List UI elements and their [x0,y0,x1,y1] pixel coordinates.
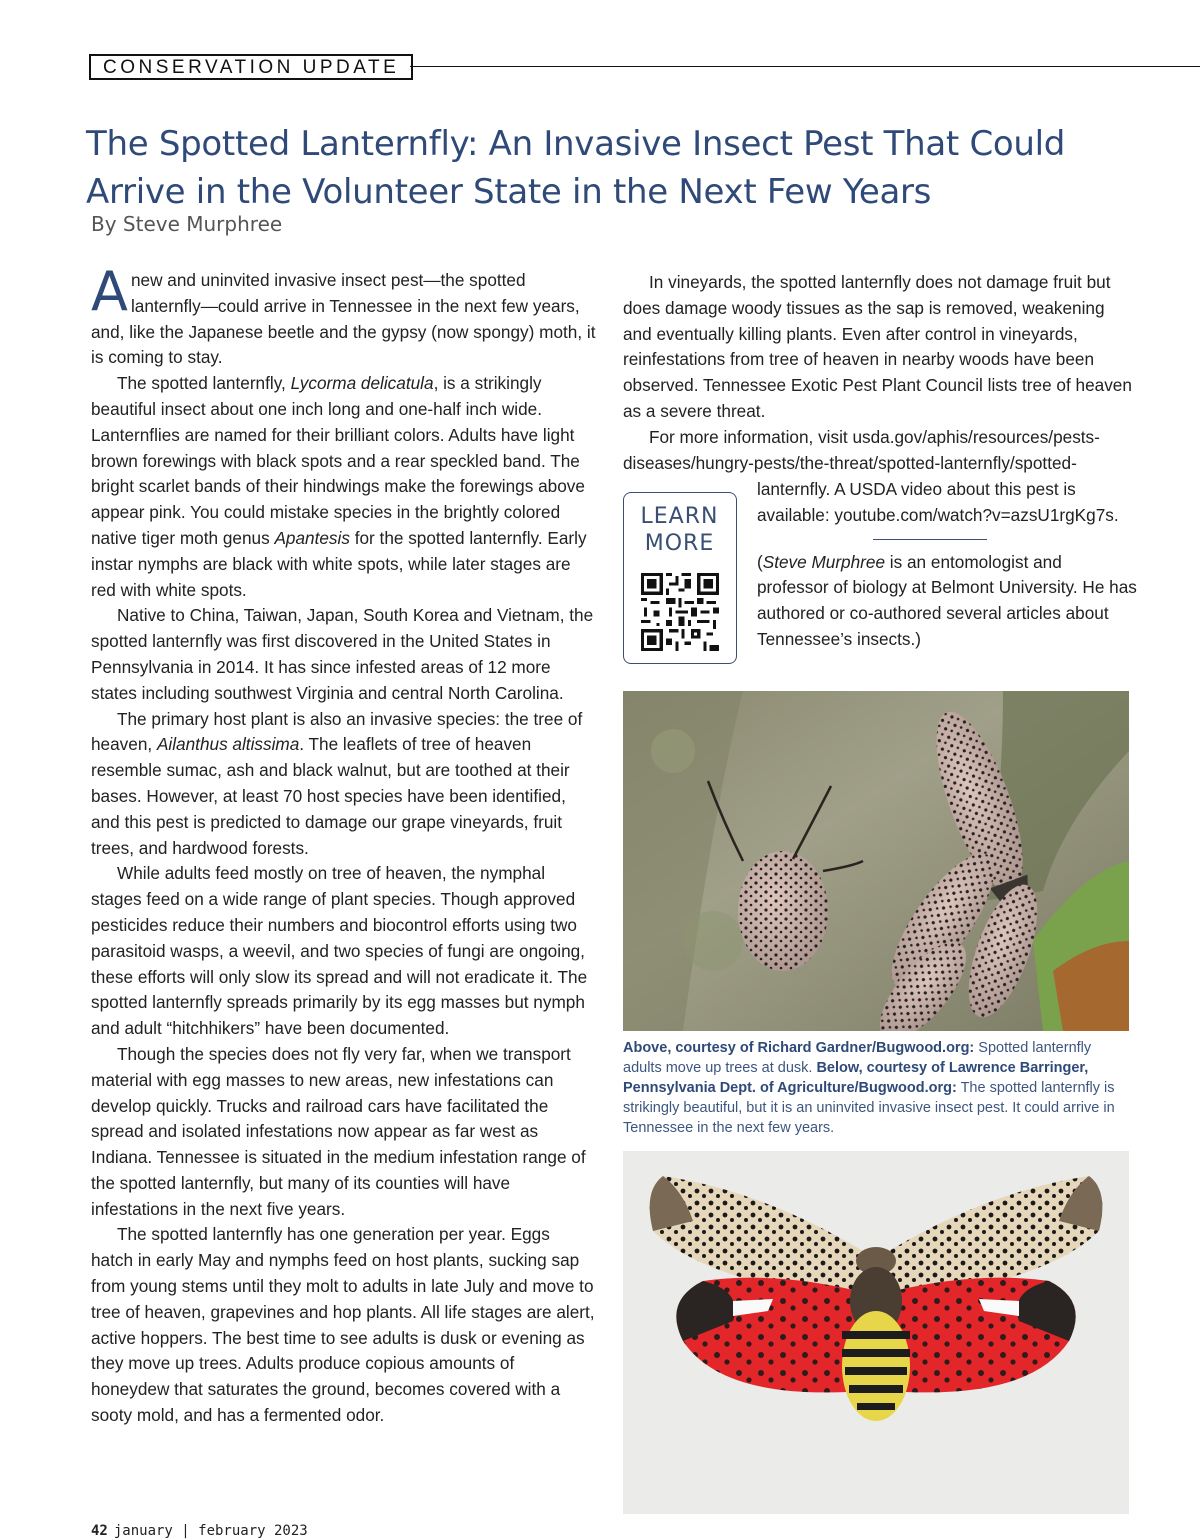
author-bio [757,550,1137,653]
below-caption: The spotted lanternfly is strikingly beautiful, but it is an uninvited invasive insect pest. It could arrive in Tennessee in the next few years. [623,1080,1115,1136]
left-column [91,260,596,1429]
paragraph-7: The spotted lanternfly has one generation per year. Eggs hatch in early May and nymphs feed on host plants, sucking sap from young stems until they molt to adults in late July and move to tree of heaven, grapevines and hop plants. All life stages are alert, active hoppers. The best time to see adults is dusk or evening as they move up trees. Adults produce copious amounts of honeydew that saturates the ground, becomes covered with a sooty mold, and has a fermented odor. [91,1224,595,1426]
paragraph-text: The spotted lanternfly, [117,373,291,394]
genus-name: Apantesis [274,527,350,548]
paragraph-4 [91,707,596,862]
page-footer [91,1523,308,1539]
qr-code-icon[interactable] [641,573,719,651]
learn-more-line1: LEARN [640,504,719,529]
byline: By Steve Murphree [91,212,283,236]
species-name: Ailanthus altissima [156,734,300,755]
learn-more-line2: MORE [644,531,715,556]
right-column [623,270,1133,476]
paragraph-text: new and uninvited invasive insect pest—the spotted lanternfly—could arrive in Tennessee in the next few years, and, like the Japanese beetle and the gypsy (now spongy) moth, it is coming to stay. [91,270,596,368]
paragraph-2 [91,371,596,603]
learn-more-box[interactable] [623,492,737,664]
learn-more-label [624,503,735,557]
paragraph-3: Native to China, Taiwan, Japan, South Korea and Vietnam, the spotted lanternfly was first discovered in the United States in Pennsylvania in 2014. It has since infested areas of 12 more states including southwest Virginia and central North Carolina. [91,605,594,703]
learn-more-text [757,477,1137,653]
bio-author-name: Steve Murphree [762,551,886,572]
below-credit: Below, courtesy of Lawrence Barringer, Pennsylvania Dept. of Agriculture/Bugwood.org: [623,1060,1089,1096]
bio-text: is an entomologist and professor of biology at Belmont University. He has authored or co-authored several articles about Tennessee’s insects.) [757,551,1137,649]
header-rule [410,66,1200,67]
issue-date: january | february 2023 [113,1523,308,1539]
paragraph-9-continued: lanternfly. A USDA video about this pest is available: youtube.com/watch?v=azsU1rgKg7s. [757,479,1119,525]
paragraph-1 [91,260,596,371]
above-caption: Spotted lanternfly adults move up trees at dusk. [623,1040,1092,1076]
paragraph-text: for the spotted lanternfly. Early instar nymphs are black with white spots, while later stages are red with white spots. [91,527,587,600]
lanternfly-specimen-photo [623,1151,1129,1514]
bio-paren: ( [757,551,763,572]
paragraph-9: For more information, visit usda.gov/aphis/resources/pests-diseases/hungry-pests/the-threat/spotted-lanternfly/spotted- [623,426,1100,473]
paragraph-text: . The leaflets of tree of heaven resemble sumac, ash and black walnut, but are toothed at their bases. However, at least 70 host species have been identified, and this pest is predicted to damage our grape vineyards, fruit trees, and hardwood forests. [91,734,570,858]
section-label: CONSERVATION UPDATE [89,54,413,80]
species-name: Lycorma delicatula [290,373,434,394]
lanternfly-tree-photo [623,691,1129,1031]
above-credit: Above, courtesy of Richard Gardner/Bugwood.org: [623,1040,975,1056]
divider [873,539,987,540]
photo-caption [623,1038,1133,1138]
paragraph-6: Though the species does not fly very far, when we transport material with egg masses to new areas, new infestations can develop quickly. Trucks and railroad cars have facilitated the spread and isolated infestations now appear as far west as Indiana. Tennessee is situated in the medium infestation range of the spotted lanternfly, but many of its counties will have infestations in the next five years. [91,1043,586,1219]
paragraph-5: While adults feed mostly on tree of heaven, the nymphal stages feed on a wide range of plant species. Though approved pesticides reduce their numbers and biocontrol efforts using two parasitoid wasps, a weevil, and two species of fungi are ongoing, these efforts will only slow its spread and will not eradicate it. The spotted lanternfly spreads primarily by its egg masses but nymph and adult “hitchhikers” have been documented. [91,863,588,1039]
article-title: The Spotted Lanternfly: An Invasive Insect Pest That Could Arrive in the Volunteer State in the Next Few Years [86,124,1066,212]
paragraph-text: The primary host plant is also an invasive species: the tree of heaven, [91,708,583,755]
paragraph-text: , is a strikingly beautiful insect about one inch long and one-half inch wide. Lanternflies are named for their brilliant colors. Adults have light brown forewings with black spots and a rear speckled band. The bright scarlet bands of their hindwings make the forewings above appear pink. You could mistake species in the brightly colored native tiger moth genus [91,373,585,548]
drop-cap: A [91,260,128,323]
paragraph-8: In vineyards, the spotted lanternfly does not damage fruit but does damage woody tissues as the sap is removed, weakening and eventually killing plants. Even after control in vineyards, reinfestations from tree of heaven in nearby woods have been observed. Tennessee Exotic Pest Plant Council lists tree of heaven as a severe threat. [623,272,1132,421]
page-number: 42 [91,1523,108,1539]
